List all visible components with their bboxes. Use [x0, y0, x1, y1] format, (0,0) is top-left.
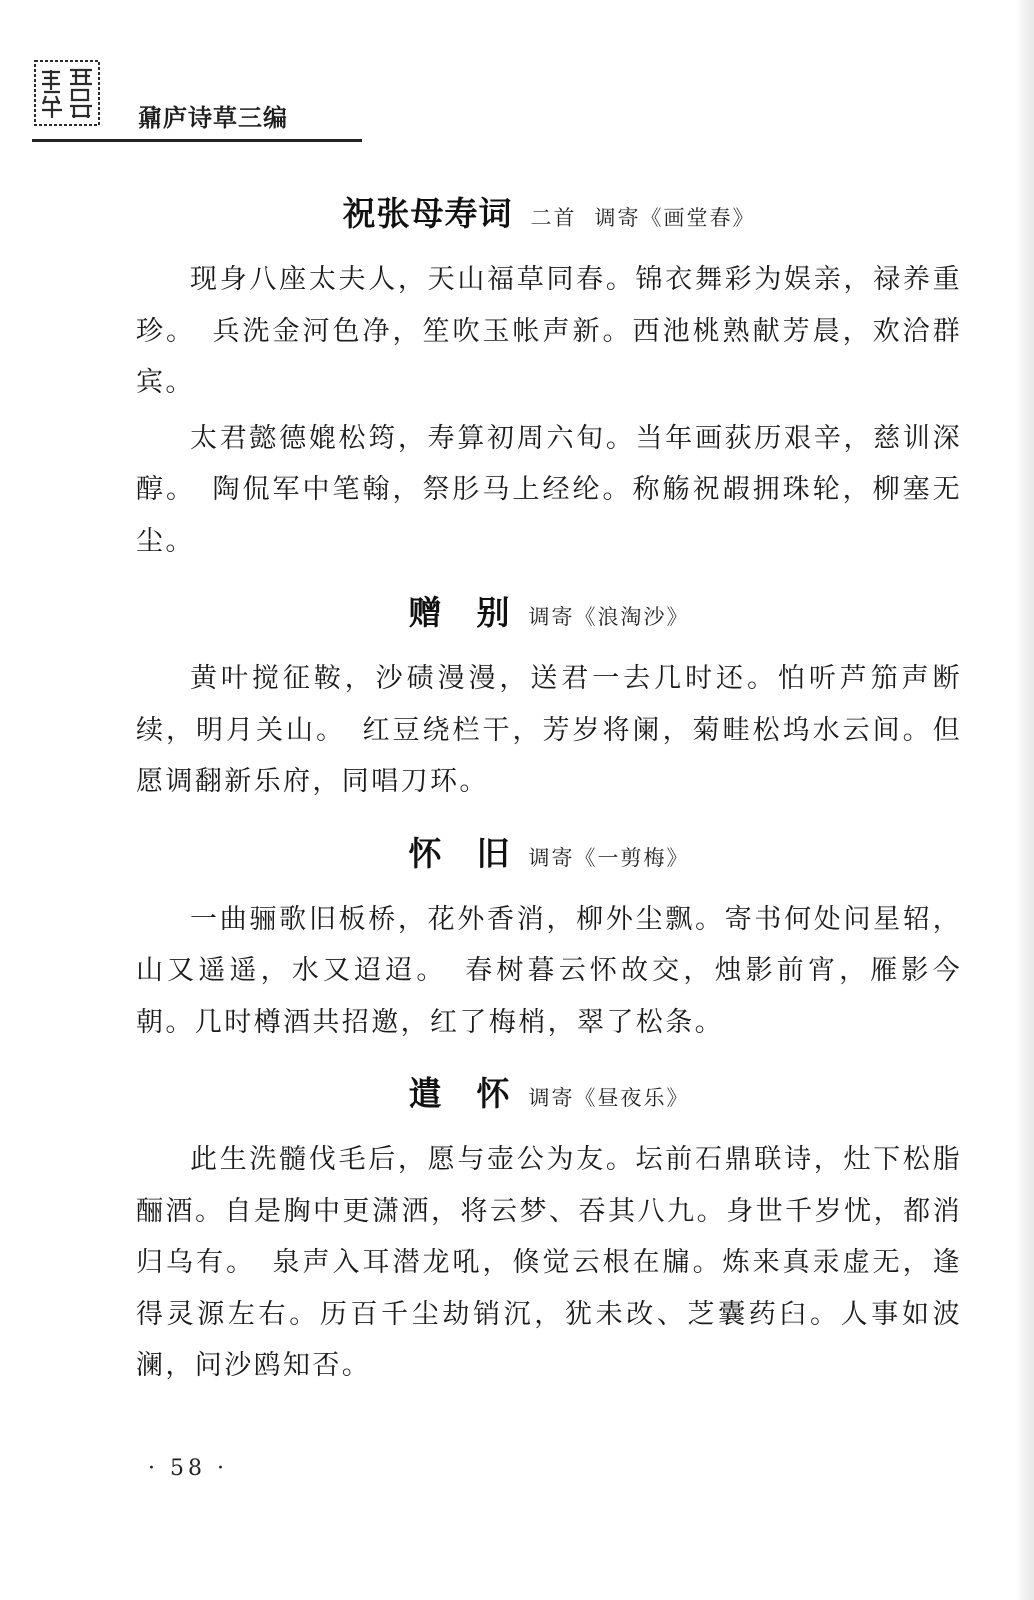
poem-section: [136, 585, 962, 808]
poem-title-line: [136, 826, 962, 882]
page-number: · 58 ·: [148, 1456, 228, 1481]
poem-tune: 调寄《昼夜乐》: [528, 1086, 690, 1110]
seal-stamp-icon: [32, 58, 102, 128]
poem-section: [136, 826, 962, 1049]
poem-title-line: [136, 186, 962, 242]
page-content: [136, 186, 962, 1410]
poem-section: [136, 1066, 962, 1392]
poem-title-line: [136, 1066, 962, 1122]
poem-paragraph: 太君懿德媲松筠，寿算初周六旬。当年画荻历艰辛，慈训深醇。 陶侃军中笔翰，祭肜马上经纶。称觞祝嘏拥珠轮，柳塞无尘。: [136, 422, 962, 557]
poem-title: 遣 怀: [408, 1074, 511, 1113]
poem-paragraph: 此生洗髓伐毛后，愿与壶公为友。坛前石鼎联诗，灶下松脂酾酒。自是胸中更潇洒，将云梦、吞其八九。身世千岁忧，都消归乌有。 泉声入耳潜龙吼，倏觉云根在牖。炼来真汞虚无，逢得灵源左右。历百千尘劫销沉，犹未改、芝囊药臼。人事如波澜，问沙鸥知否。: [136, 1144, 962, 1381]
poem-section: [136, 186, 962, 567]
poem-note: 二首: [530, 206, 577, 230]
poem-paragraph: 黄叶搅征鞍，沙碛漫漫，送君一去几时还。怕听芦笳声断续，明月关山。 红豆绕栏干，芳岁将阑，菊畦松坞水云间。但愿调翻新乐府，同唱刀环。: [136, 663, 962, 797]
running-head: 鼐庐诗草三编: [138, 104, 288, 132]
scan-edge: [1016, 0, 1034, 1600]
header-rule: [32, 139, 362, 142]
poem-paragraph: 现身八座太夫人，天山福草同春。锦衣舞彩为娱亲，禄养重珍。 兵洗金河色净，笙吹玉帐声新。西池桃熟献芳晨，欢洽群宾。: [136, 264, 962, 398]
poem-title: 怀 旧: [408, 833, 511, 873]
poem-title-line: [136, 585, 962, 641]
poem-paragraph: 一曲骊歌旧板桥，花外香消，柳外尘飘。寄书何处问星轺，山又遥遥，水又迢迢。 春树暮云怀故交，烛影前宵，雁影今朝。几时樽酒共招邀，红了梅梢，翠了松条。: [136, 903, 962, 1038]
poem-tune: 调寄《浪淘沙》: [528, 605, 690, 629]
poem-tune: 调寄《画堂春》: [594, 206, 756, 230]
poem-title: 赠 别: [408, 593, 511, 632]
poem-tune: 调寄《一剪梅》: [528, 845, 690, 870]
poem-title: 祝张母寿词: [342, 194, 513, 233]
